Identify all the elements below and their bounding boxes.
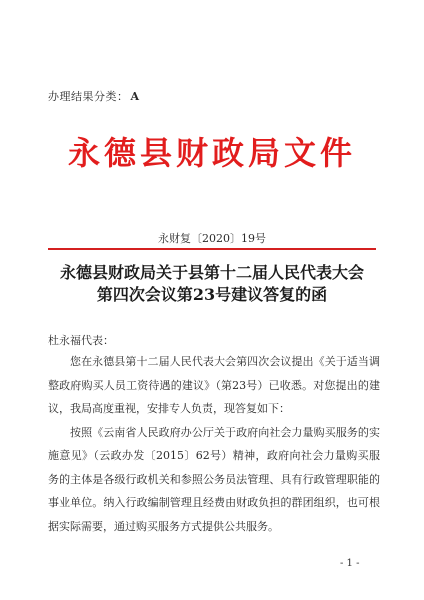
classification-value: A [130, 90, 140, 103]
result-classification [48, 88, 140, 104]
salutation: 杜永福代表： [48, 334, 114, 347]
document-title-line-2: 第四次会议第23号建议答复的函 [96, 285, 328, 304]
document-title-line-1: 永德县财政局关于县第十二届人民代表大会 [59, 263, 364, 282]
red-divider-line [48, 248, 376, 250]
paragraph: 您在永德县第十二届人民代表大会第四次会议提出《关于适当调整政府购买人员工资待遇的建议》（第23号）已收悉。对您提出的建议，我局高度重视，安排专人负责，现答复如下： [48, 355, 380, 415]
document-number: 永财复〔2020〕19号 [158, 232, 266, 245]
document-header-title: 永德县财政局文件 [67, 134, 356, 172]
body-text [48, 350, 380, 538]
document-title [40, 262, 384, 306]
classification-label: 办理结果分类： [48, 90, 129, 103]
page-number: - 1 - [340, 558, 360, 569]
paragraph: 按照《云南省人民政府办公厅关于政府向社会力量购买服务的实施意见》（云政办发〔2015〕62号）精神，政府向社会力量购买服务的主体是各级行政机关和参照公务员法管理、具有行政管理职能的事业单位。纳入行政编制管理且经费由财政负担的群团组织，也可根据实际需要，通过购买服务方式提供公共服务。 [48, 425, 380, 533]
